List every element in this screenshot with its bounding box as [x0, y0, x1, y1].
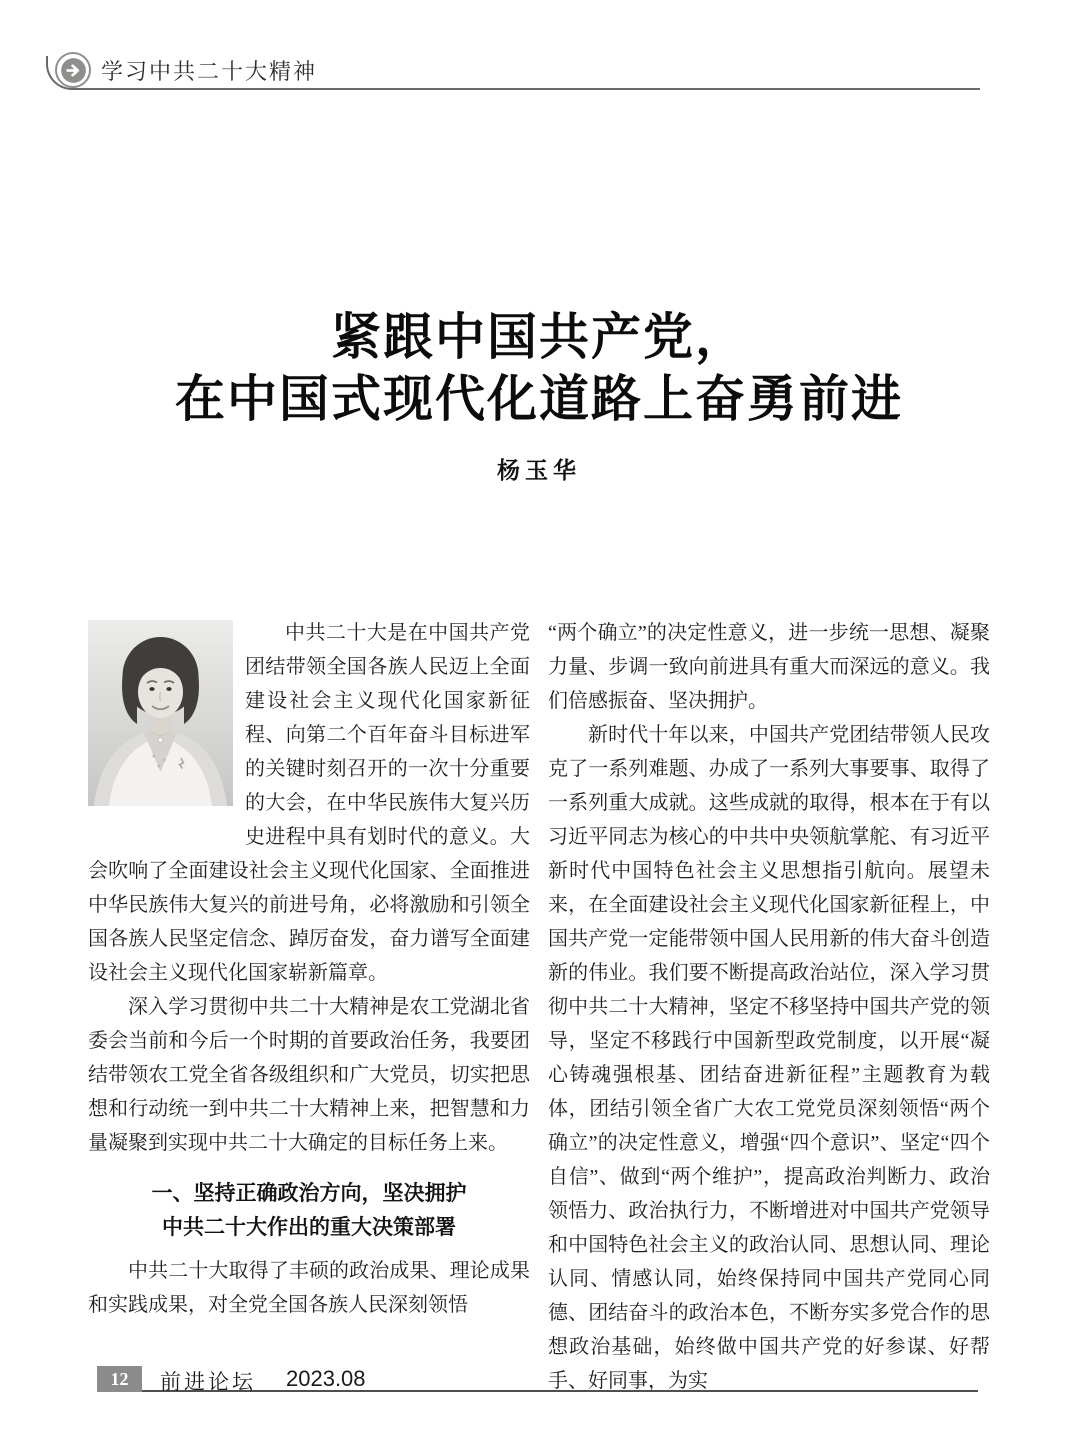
section-heading-line1: 一、坚持正确政治方向，坚决拥护: [151, 1181, 467, 1205]
paragraph: “两个确立”的决定性意义，进一步统一思想、凝聚力量、步调一致向前进具有重大而深远的意义。我们倍感振奋、坚决拥护。: [548, 622, 990, 712]
left-column: [88, 616, 530, 1372]
issue-number: 2023.08: [286, 1366, 366, 1391]
article-title-line1: 紧跟中国共产党，: [331, 309, 747, 365]
right-column: [548, 616, 990, 1392]
title-block: [88, 306, 990, 485]
paragraph: 深入学习贯彻中共二十大精神是农工党湖北省委会当前和今后一个时期的首要政治任务，我要团结带领农工党全省各级组织和广大党员，切实把思想和行动统一到中共二十大精神上来，把智慧和力量凝聚到实现中共二十大确定的目标任务上来。: [88, 996, 530, 1154]
journal-name: 前进论坛: [160, 1370, 256, 1394]
author-name: 杨玉华: [497, 457, 581, 483]
article-title-line2: 在中国式现代化道路上奋勇前进: [175, 371, 903, 427]
column-category-label: 学习中共二十大精神: [101, 59, 318, 84]
arrow-right-circle-icon: [55, 52, 91, 88]
author-portrait-photo: [88, 620, 233, 806]
paragraph: 中共二十大是在中国共产党团结带领全国各族人民迈上全面建设社会主义现代化国家新征程、向第二个百年奋斗目标进军的关键时刻召开的一次十分重要的大会，在中华民族伟大复兴历史进程中具有划时代的意义。大会吹响了全面建设社会主义现代化国家、全面推进中华民族伟大复兴的前进号角，必将激励和引领全国各族人民坚定信念、踔厉奋发，奋力谱写全面建设社会主义现代化国家崭新篇章。: [88, 622, 530, 984]
paragraph: 新时代十年以来，中国共产党团结带领人民攻克了一系列难题、办成了一系列大事要事、取得了一系列重大成就。这些成就的取得，根本在于有以习近平同志为核心的中共中央领航掌舵、有习近平新时代中国特色社会主义思想指引航向。展望未来，在全面建设社会主义现代化国家新征程上，中国共产党一定能带领中国人民用新的伟大奋斗创造新的伟业。我们要不断提高政治站位，深入学习贯彻中共二十大精神，坚定不移坚持中国共产党的领导，坚定不移践行中国新型政党制度，以开展“凝心铸魂强根基、团结奋进新征程”主题教育为载体，团结引领全省广大农工党党员深刻领悟“两个确立”的决定性意义，增强“四个意识”、坚定“四个自信”、做到“两个维护”，提高政治判断力、政治领悟力、政治执行力，不断增进对中国共产党领导和中国特色社会主义的政治认同、思想认同、理论认同、情感认同，始终保持同中国共产党同心同德、团结奋斗的政治本色，不断夯实多党合作的思想政治基础，始终做中国共产党的好参谋、好帮手、好同事，为实: [548, 724, 990, 1392]
page-number-badge: [97, 1366, 142, 1392]
section-heading: [88, 1176, 530, 1244]
section-heading-line2: 中共二十大作出的重大决策部署: [162, 1215, 456, 1239]
paragraph: 中共二十大取得了丰硕的政治成果、理论成果和实践成果，对全党全国各族人民深刻领悟: [88, 1260, 530, 1316]
page-footer: [0, 1360, 1071, 1400]
page-number: 12: [110, 1368, 129, 1389]
